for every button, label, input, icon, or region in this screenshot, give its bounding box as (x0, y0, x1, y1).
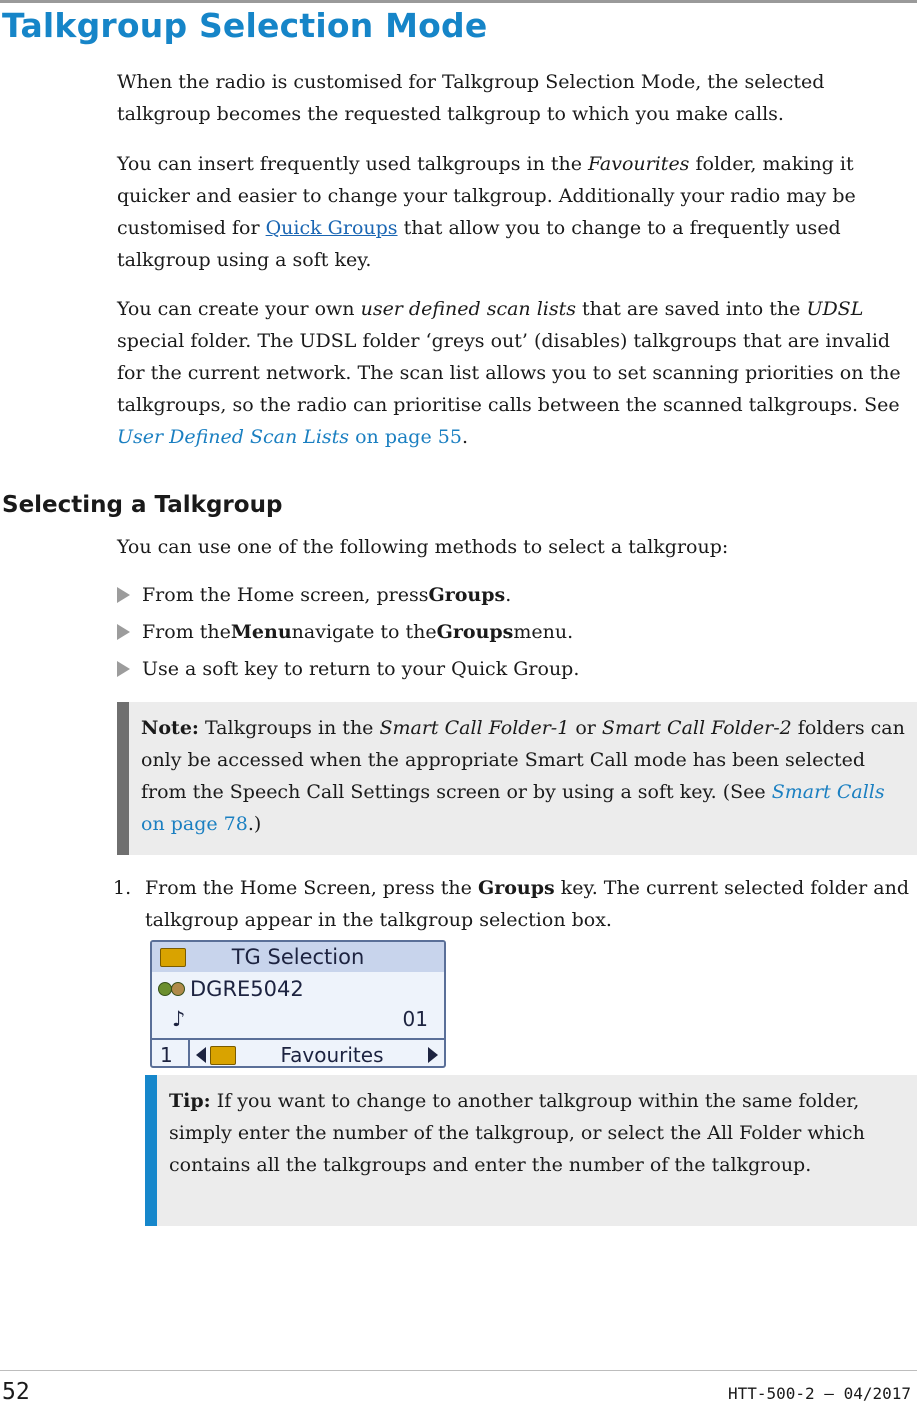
xref-title: User Defined Scan Lists (117, 426, 350, 448)
note-callout (117, 702, 917, 855)
folder-1-name: Smart Call Folder-1 (379, 717, 570, 739)
list-item (117, 576, 579, 613)
udsl-xref-link[interactable] (117, 426, 462, 448)
lcd-folder-name: Favourites (280, 1043, 384, 1067)
lcd-folder-index: 1 (152, 1040, 190, 1068)
intro-text: When the radio is customised for Talkgroup Selection Mode, the selected talkgroup becomes the requested talkgroup to which you make calls. (117, 71, 825, 125)
page-number: 52 (2, 1379, 30, 1405)
text-span: You can insert frequently used talkgroups in the (117, 153, 589, 175)
footer-rule (0, 1370, 917, 1371)
tip-callout (145, 1075, 917, 1226)
list-item (117, 613, 579, 650)
folder-2-name: Smart Call Folder-2 (601, 717, 792, 739)
bullet-arrow-icon (117, 661, 130, 677)
list-item (117, 650, 579, 687)
step-number: 1. (113, 877, 132, 899)
lcd-talkgroup-row (152, 974, 444, 1004)
radio-display-screenshot (150, 940, 446, 1068)
udsl-folder-name: UDSL (806, 298, 864, 320)
talkgroup-icon (158, 980, 186, 998)
top-rule (0, 0, 917, 3)
text-span: . (461, 426, 468, 448)
text-span: folder, making it quicker and easier to change your talkgroup. Additionally your radio may be customised for (117, 153, 856, 239)
lcd-channel-number: 01 (402, 1007, 428, 1031)
note-label: Note: (141, 717, 199, 739)
udsl-term: user defined scan lists (360, 298, 576, 320)
methods-intro (117, 531, 912, 563)
note-text (141, 712, 911, 840)
text-span: From the Home Screen, press the (145, 877, 478, 899)
text-span: . (505, 583, 512, 606)
music-note-icon: ♪ (172, 1007, 186, 1031)
text-span: that allow you to change to a frequently used talkgroup using a soft key. (117, 217, 841, 271)
xref-page: on page 55 (349, 426, 462, 448)
bullet-arrow-icon (117, 587, 130, 603)
text-span: Talkgroups in the (198, 717, 380, 739)
folder-icon (210, 1046, 236, 1065)
quick-groups-link[interactable]: Quick Groups (265, 217, 398, 239)
step-text (145, 872, 913, 936)
text-span: navigate to the (291, 620, 437, 643)
text-span: .) (247, 813, 262, 835)
arrow-left-icon (196, 1047, 206, 1063)
text-span: folders can only be accessed when the appropriate Smart Call mode has been selected from the Speech Call Settings screen or by using a soft key. (See (141, 717, 905, 803)
text-span: You can create your own (117, 298, 361, 320)
section-heading: Selecting a Talkgroup (2, 492, 283, 518)
groups-key-label: Groups (477, 877, 555, 899)
page-title: Talkgroup Selection Mode (2, 6, 488, 45)
groups-key-label: Groups (428, 583, 506, 606)
xref-title: Smart Calls (771, 781, 885, 803)
lcd-status-row (152, 1004, 444, 1034)
methods-list (117, 576, 579, 687)
tip-label: Tip: (169, 1090, 211, 1112)
text-span: If you want to change to another talkgroup within the same folder, simply enter the number of the talkgroup, or select the All Folder which contains all the talkgroups and enter the number of the talkgroup. (169, 1090, 865, 1176)
methods-intro-text: You can use one of the following methods to select a talkgroup: (117, 536, 729, 558)
favourites-term: Favourites (588, 153, 690, 175)
text-span: or (569, 717, 602, 739)
document-id: HTT-500-2 – 04/2017 (727, 1384, 911, 1403)
text-span: special folder. The UDSL folder ‘greys out’ (disables) talkgroups that are invalid for the current network. The scan list allows you to set scanning priorities on the talkgroups, so the radio can prioritise calls between the scanned talkgroups. See (117, 330, 901, 416)
text-span: that are saved into the (575, 298, 807, 320)
lcd-title: TG Selection (231, 945, 365, 969)
text-span: From the (142, 620, 231, 643)
text-span: Use a soft key to return to your Quick Group. (142, 657, 580, 680)
menu-key-label: Menu (230, 620, 292, 643)
lcd-folder-row (152, 1038, 444, 1068)
text-span: From the Home screen, press (142, 583, 429, 606)
lcd-title-bar (152, 942, 444, 972)
intro-paragraph (117, 66, 912, 130)
groups-menu-label: Groups (436, 620, 514, 643)
tip-text (169, 1085, 909, 1181)
xref-page: on page 78 (141, 813, 248, 835)
text-span: key. The current selected folder and talkgroup appear in the talkgroup selection box. (145, 877, 910, 931)
folder-icon (160, 948, 186, 967)
lcd-talkgroup-name: DGRE5042 (190, 977, 304, 1001)
text-span: menu. (513, 620, 574, 643)
bullet-arrow-icon (117, 624, 130, 640)
udsl-paragraph (117, 293, 912, 453)
favourites-paragraph (117, 148, 912, 276)
arrow-right-icon (428, 1047, 438, 1063)
